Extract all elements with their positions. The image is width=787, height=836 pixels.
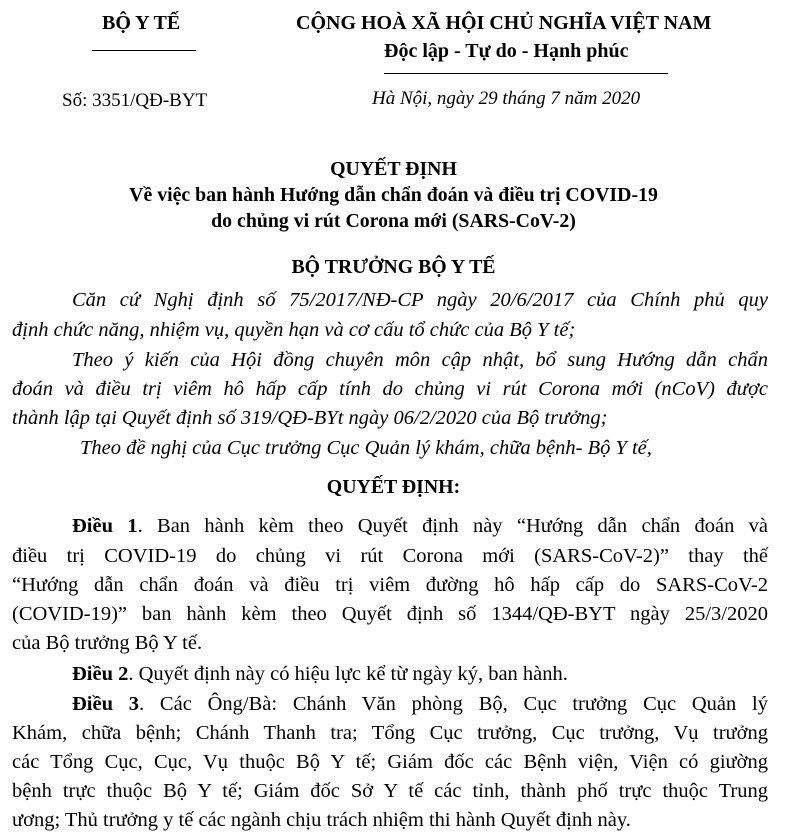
article-3-label: Điều 3	[72, 693, 140, 715]
article-3-line-3: các Tổng Cục, Cục, Vụ thuộc Bộ Y tế; Giám đốc các Bệnh viện, Viện có giường	[12, 751, 768, 773]
article-3-line-4: bệnh trực thuộc Bộ Y tế; Giám đốc Sở Y tế các tỉnh, thành phố trực thuộc Trung	[12, 780, 768, 802]
preamble-2-line-2: đoán và điều trị viêm hô hấp cấp tính do chủng vi rút Corona mới (nCoV) được	[12, 378, 768, 400]
preamble-1-line-2: định chức năng, nhiệm vụ, quyền hạn và cơ cấu tổ chức của Bộ Y tế;	[12, 319, 576, 341]
place-and-date: Hà Nội, ngày 29 tháng 7 năm 2020	[372, 88, 641, 109]
preamble-2-line-3: thành lập tại Quyết định số 319/QĐ-BYt ngày 06/2/2020 của Bộ trưởng;	[12, 407, 608, 429]
article-1-line-5: của Bộ trưởng Bộ Y tế.	[12, 632, 203, 654]
preamble-3-line-1: Theo đề nghị của Cục trưởng Cục Quản lý khám, chữa bệnh- Bộ Y tế,	[80, 437, 652, 459]
subject-line-1: Về việc ban hành Hướng dẫn chẩn đoán và điều trị COVID-19	[129, 184, 658, 206]
document-type: QUYẾT ĐỊNH	[330, 158, 457, 180]
agency-name: BỘ Y TẾ	[102, 12, 181, 34]
subject-line-2: do chủng vi rút Corona mới (SARS-CoV-2)	[211, 210, 576, 232]
article-3-line-2: Khám, chữa bệnh; Chánh Thanh tra; Tổng Cục trưởng, Cục trưởng, Vụ trưởng	[12, 722, 768, 744]
article-2-text: . Quyết định này có hiệu lực kể từ ngày ký, ban hành.	[128, 663, 568, 685]
article-3-line-5: ương; Thủ trưởng y tế các ngành chịu trách nhiệm thi hành Quyết định này.	[12, 809, 631, 831]
article-1-line-2: điều trị COVID-19 do chủng vi rút Corona mới (SARS-CoV-2)” thay thế	[12, 545, 768, 567]
agency-underline	[92, 50, 196, 51]
motto-underline	[384, 73, 668, 74]
article-2-label: Điều 2	[72, 663, 129, 685]
national-motto: Độc lập - Tự do - Hạnh phúc	[384, 40, 629, 62]
article-1-text: . Ban hành kèm theo Quyết định này “Hướng dẫn chẩn đoán và	[137, 515, 769, 537]
article-1-line-1	[72, 512, 768, 542]
document-number: Số: 3351/QĐ-BYT	[62, 90, 208, 111]
article-2-line-1	[72, 660, 568, 690]
article-1-line-3: “Hướng dẫn chẩn đoán và điều trị viêm đường hô hấp cấp do SARS-CoV-2	[12, 574, 768, 596]
article-1-label: Điều 1	[72, 515, 138, 537]
article-3-line-1	[72, 690, 768, 720]
preamble-1-line-1: Căn cứ Nghị định số 75/2017/NĐ-CP ngày 20/6/2017 của Chính phủ quy	[72, 289, 768, 311]
decision-heading: QUYẾT ĐỊNH:	[326, 476, 461, 498]
issuing-authority: BỘ TRƯỞNG BỘ Y TẾ	[291, 256, 496, 278]
article-3-text: . Các Ông/Bà: Chánh Văn phòng Bộ, Cục trưởng Cục Quản lý	[139, 693, 769, 715]
preamble-2-line-1: Theo ý kiến của Hội đồng chuyên môn cập nhật, bổ sung Hướng dẫn chẩn	[72, 349, 768, 371]
article-1-line-4: (COVID-19)” ban hành kèm theo Quyết định số 1344/QĐ-BYT ngày 25/3/2020	[12, 603, 768, 625]
nation-name: CỘNG HOÀ XÃ HỘI CHỦ NGHĨA VIỆT NAM	[296, 12, 712, 34]
